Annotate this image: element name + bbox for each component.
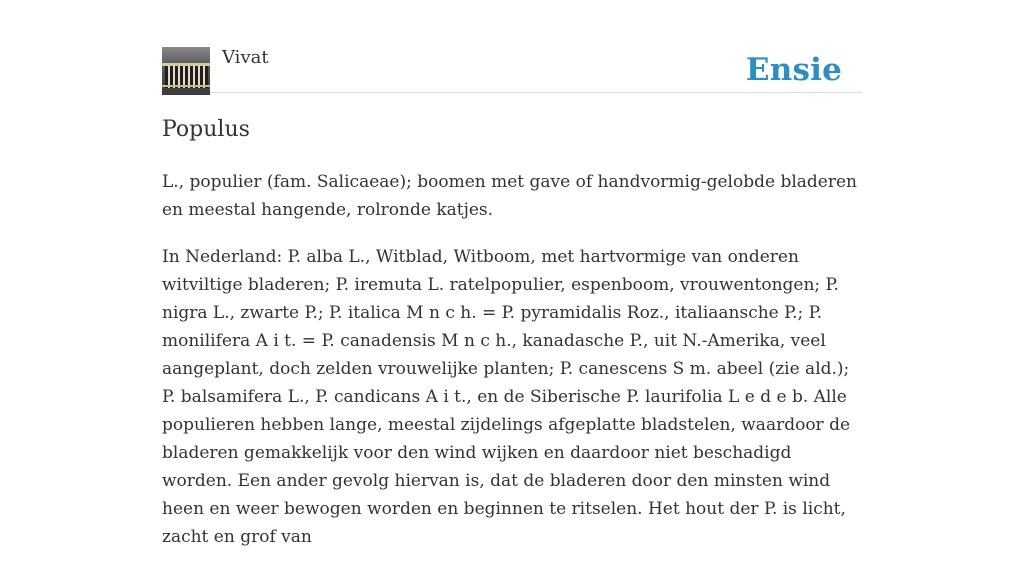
source-avatar[interactable] <box>162 47 210 95</box>
book-spines-image <box>162 47 210 95</box>
page-title: Populus <box>162 117 250 142</box>
article-body <box>162 168 862 570</box>
article-paragraph: In Nederland: P. alba L., Witblad, Witboom, met hartvormige van onderen witviltige bladeren; P. iremuta L. ratelpopulier, espenboom, vrouwentongen; P. nigra L., zwarte P.; P. italica M n c h. = P. pyramidalis Roz., italiaansche P.; P. monilifera A i t. = P. canadensis M n c h., kanadasche P., uit N.-Amerika, veel aangeplant, doch zelden vrouwelijke planten; P. canescens S m. abeel (zie ald.); P. balsamifera L., P. candicans A i t., en de Siberische P. laurifolia L e d e b. Alle populieren hebben lange, meestal zijdelings afgeplatte bladstelen, waardoor de bladeren gemakkelijk voor den wind wijken en daardoor niet beschadigd worden. Een ander gevolg hiervan is, dat de bladeren door den minsten wind heen en weer bewogen worden en beginnen te ritselen. Het hout der P. is licht, zacht en grof van <box>162 247 851 547</box>
article-paragraph: L., populier (fam. Salicaeae); boomen met gave of handvormig-gelobde bladeren en meestal hangende, rolronde katjes. <box>162 172 857 220</box>
source-name[interactable]: Vivat <box>222 47 269 68</box>
ensie-logo[interactable]: Ensie <box>745 52 842 88</box>
page-header <box>162 46 862 93</box>
